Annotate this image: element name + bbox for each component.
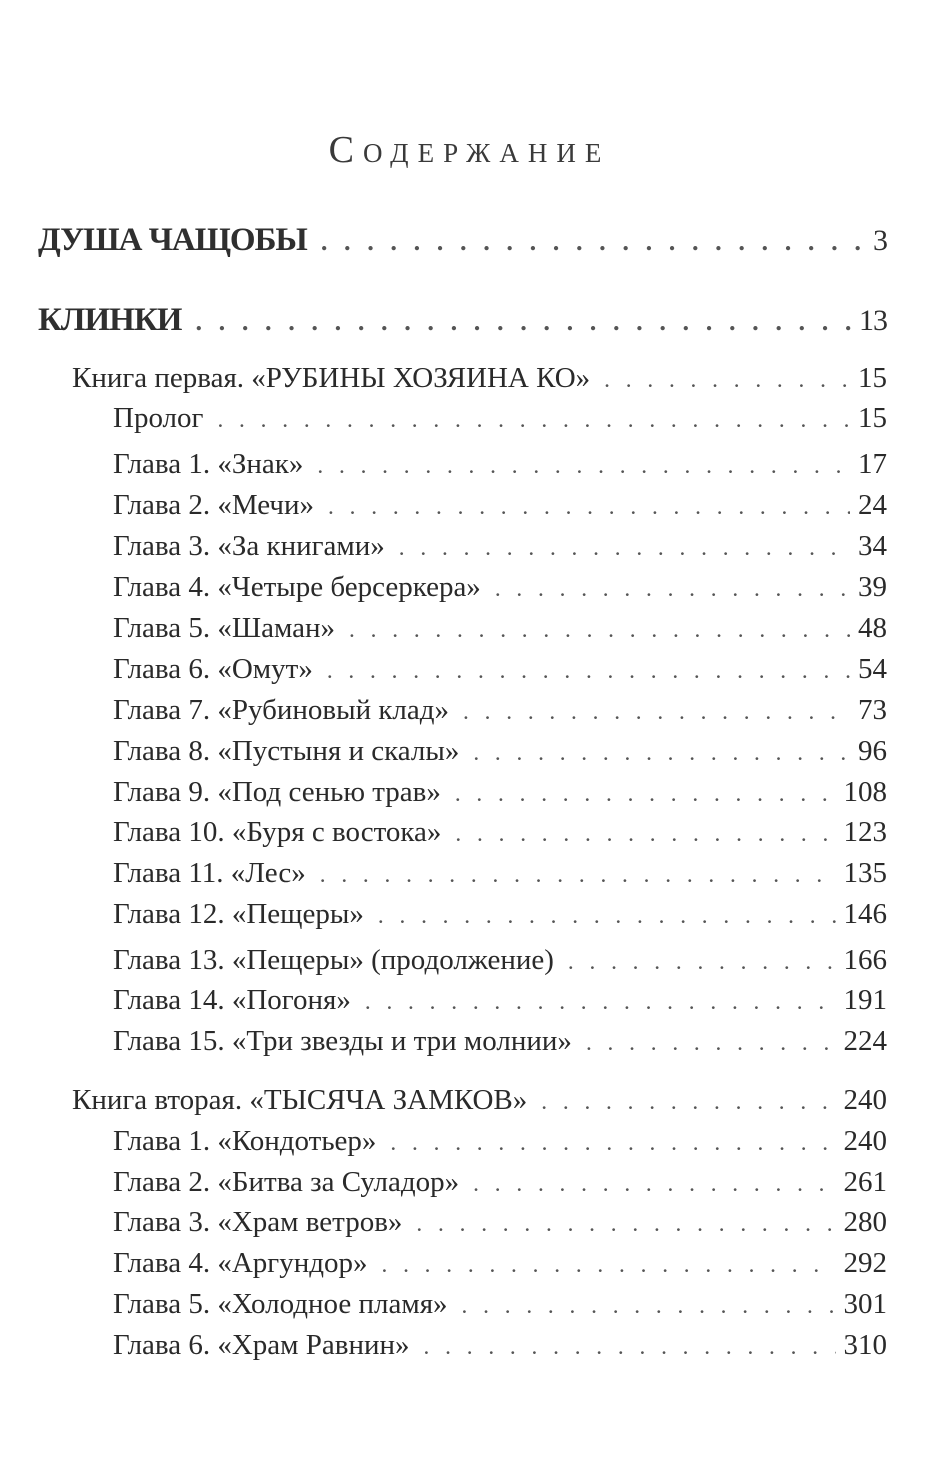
- leader-dots: [381, 1252, 835, 1279]
- toc-entry-page: 261: [843, 1166, 887, 1198]
- leader-dots: [604, 367, 850, 394]
- leader-dots: [424, 1334, 836, 1361]
- toc-entry-page: 224: [843, 1025, 887, 1057]
- leader-dots: [399, 535, 850, 562]
- toc-entry-label: Пролог: [113, 402, 204, 434]
- leader-dots: [378, 903, 836, 930]
- toc-entry-chapter[interactable]: [113, 1025, 887, 1058]
- toc-entry-label: Глава 5. «Холодное пламя»: [113, 1288, 448, 1320]
- leader-dots: [455, 821, 835, 848]
- toc-entry-page: 280: [843, 1206, 887, 1238]
- toc-entry-part[interactable]: [38, 222, 887, 259]
- toc-entry-label: Глава 7. «Рубиновый клад»: [113, 694, 450, 726]
- toc-entry-chapter[interactable]: [113, 1206, 887, 1239]
- leader-dots: [473, 740, 850, 767]
- toc-entry-chapter[interactable]: [113, 530, 887, 563]
- toc-entry-book[interactable]: [72, 362, 887, 395]
- leader-dots: [495, 576, 850, 603]
- leader-dots: [568, 949, 836, 976]
- toc-entry-page: 135: [843, 857, 887, 889]
- toc-entry-label: Глава 13. «Пещеры» (продолжение): [113, 944, 554, 976]
- toc-entry-chapter[interactable]: [113, 1288, 887, 1321]
- toc-entry-label: Глава 12. «Пещеры»: [113, 898, 364, 930]
- toc-entry-chapter[interactable]: [113, 944, 887, 977]
- toc-entry-label: Глава 4. «Аргундор»: [113, 1247, 368, 1279]
- toc-entry-chapter[interactable]: [113, 857, 887, 890]
- toc-entry-chapter[interactable]: [113, 1329, 887, 1362]
- toc-entry-page: 73: [858, 694, 887, 726]
- toc-entry-label: Глава 8. «Пустыня и скалы»: [113, 735, 460, 767]
- toc-entry-chapter[interactable]: [113, 984, 887, 1017]
- leader-dots: [321, 226, 865, 257]
- toc-entry-page: 146: [843, 898, 887, 930]
- toc-entry-page: 39: [858, 571, 887, 603]
- toc-entry-label: ДУША ЧАЩОБЫ: [38, 222, 307, 258]
- toc-entry-page: 166: [843, 944, 887, 976]
- toc-entry-label: Книга первая. «РУБИНЫ ХОЗЯИНА КО»: [72, 362, 591, 394]
- toc-entry-label: Глава 14. «Погоня»: [113, 984, 351, 1016]
- leader-dots: [349, 617, 850, 644]
- leader-dots: [320, 862, 836, 889]
- toc-entry-page: 123: [843, 816, 887, 848]
- toc-entry-page: 292: [843, 1247, 887, 1279]
- toc-entry-book[interactable]: [72, 1084, 887, 1117]
- toc-entry-label: Глава 3. «Храм ветров»: [113, 1206, 403, 1238]
- toc-entry-chapter[interactable]: [113, 735, 887, 768]
- leader-dots: [586, 1030, 836, 1057]
- toc-entry-chapter[interactable]: [113, 1166, 887, 1199]
- toc-entry-label: Глава 5. «Шаман»: [113, 612, 336, 644]
- toc-entry-page: 15: [858, 402, 887, 434]
- toc-entry-chapter[interactable]: [113, 776, 887, 809]
- toc-entry-part[interactable]: [38, 302, 887, 339]
- leader-dots: [541, 1089, 835, 1116]
- toc-entry-label: Глава 4. «Четыре берсеркера»: [113, 571, 481, 603]
- toc-entry-label: Глава 3. «За книгами»: [113, 530, 385, 562]
- toc-entry-chapter[interactable]: [113, 448, 887, 481]
- toc-entry-page: 17: [858, 448, 887, 480]
- toc-entry-label: Глава 9. «Под сенью трав»: [113, 776, 441, 808]
- toc-entry-chapter[interactable]: [113, 489, 887, 522]
- leader-dots: [327, 658, 850, 685]
- toc-entry-page: 34: [858, 530, 887, 562]
- toc-entry-label: КЛИНКИ: [38, 302, 182, 338]
- toc-entry-chapter[interactable]: [113, 816, 887, 849]
- toc-entry-page: 54: [858, 653, 887, 685]
- toc-entry-label: Глава 15. «Три звезды и три молнии»: [113, 1025, 572, 1057]
- leader-dots: [463, 699, 850, 726]
- page-title: Содержание: [328, 129, 611, 171]
- leader-dots: [416, 1211, 835, 1238]
- toc-entry-page: 301: [843, 1288, 887, 1320]
- toc-entry-page: 240: [843, 1125, 887, 1157]
- leader-dots: [462, 1293, 836, 1320]
- toc-entry-page: 96: [858, 735, 887, 767]
- toc-entry-chapter[interactable]: [113, 402, 887, 435]
- toc-entry-page: 13: [859, 304, 887, 337]
- toc-entry-page: 240: [843, 1084, 887, 1116]
- toc-entry-chapter[interactable]: [113, 571, 887, 604]
- toc-entry-chapter[interactable]: [113, 653, 887, 686]
- toc-entry-chapter[interactable]: [113, 898, 887, 931]
- toc-entry-label: Глава 1. «Знак»: [113, 448, 304, 480]
- toc-entry-label: Книга вторая. «ТЫСЯЧА ЗАМКОВ»: [72, 1084, 528, 1116]
- leader-dots: [195, 306, 851, 337]
- toc-entry-chapter[interactable]: [113, 1125, 887, 1158]
- toc-entry-label: Глава 11. «Лес»: [113, 857, 306, 889]
- toc-entry-chapter[interactable]: [113, 1247, 887, 1280]
- leader-dots: [317, 453, 850, 480]
- toc-entry-page: 24: [858, 489, 887, 521]
- leader-dots: [365, 989, 836, 1016]
- toc-entry-page: 3: [873, 224, 887, 257]
- toc-entry-page: 48: [858, 612, 887, 644]
- toc-entry-page: 15: [858, 362, 887, 394]
- leader-dots: [217, 407, 850, 434]
- toc-entry-page: 191: [843, 984, 887, 1016]
- toc-entry-label: Глава 2. «Битва за Суладор»: [113, 1166, 460, 1198]
- toc-entry-label: Глава 6. «Храм Равнин»: [113, 1329, 410, 1361]
- leader-dots: [328, 494, 850, 521]
- toc-entry-page: 310: [843, 1329, 887, 1361]
- toc-entry-label: Глава 6. «Омут»: [113, 653, 313, 685]
- toc-entry-chapter[interactable]: [113, 612, 887, 645]
- toc-entry-page: 108: [843, 776, 887, 808]
- toc-entry-label: Глава 2. «Мечи»: [113, 489, 315, 521]
- leader-dots: [390, 1130, 835, 1157]
- toc-entry-label: Глава 1. «Кондотьер»: [113, 1125, 377, 1157]
- toc-entry-label: Глава 10. «Буря с востока»: [113, 816, 442, 848]
- leader-dots: [473, 1171, 835, 1198]
- toc-entry-chapter[interactable]: [113, 694, 887, 727]
- leader-dots: [455, 781, 836, 808]
